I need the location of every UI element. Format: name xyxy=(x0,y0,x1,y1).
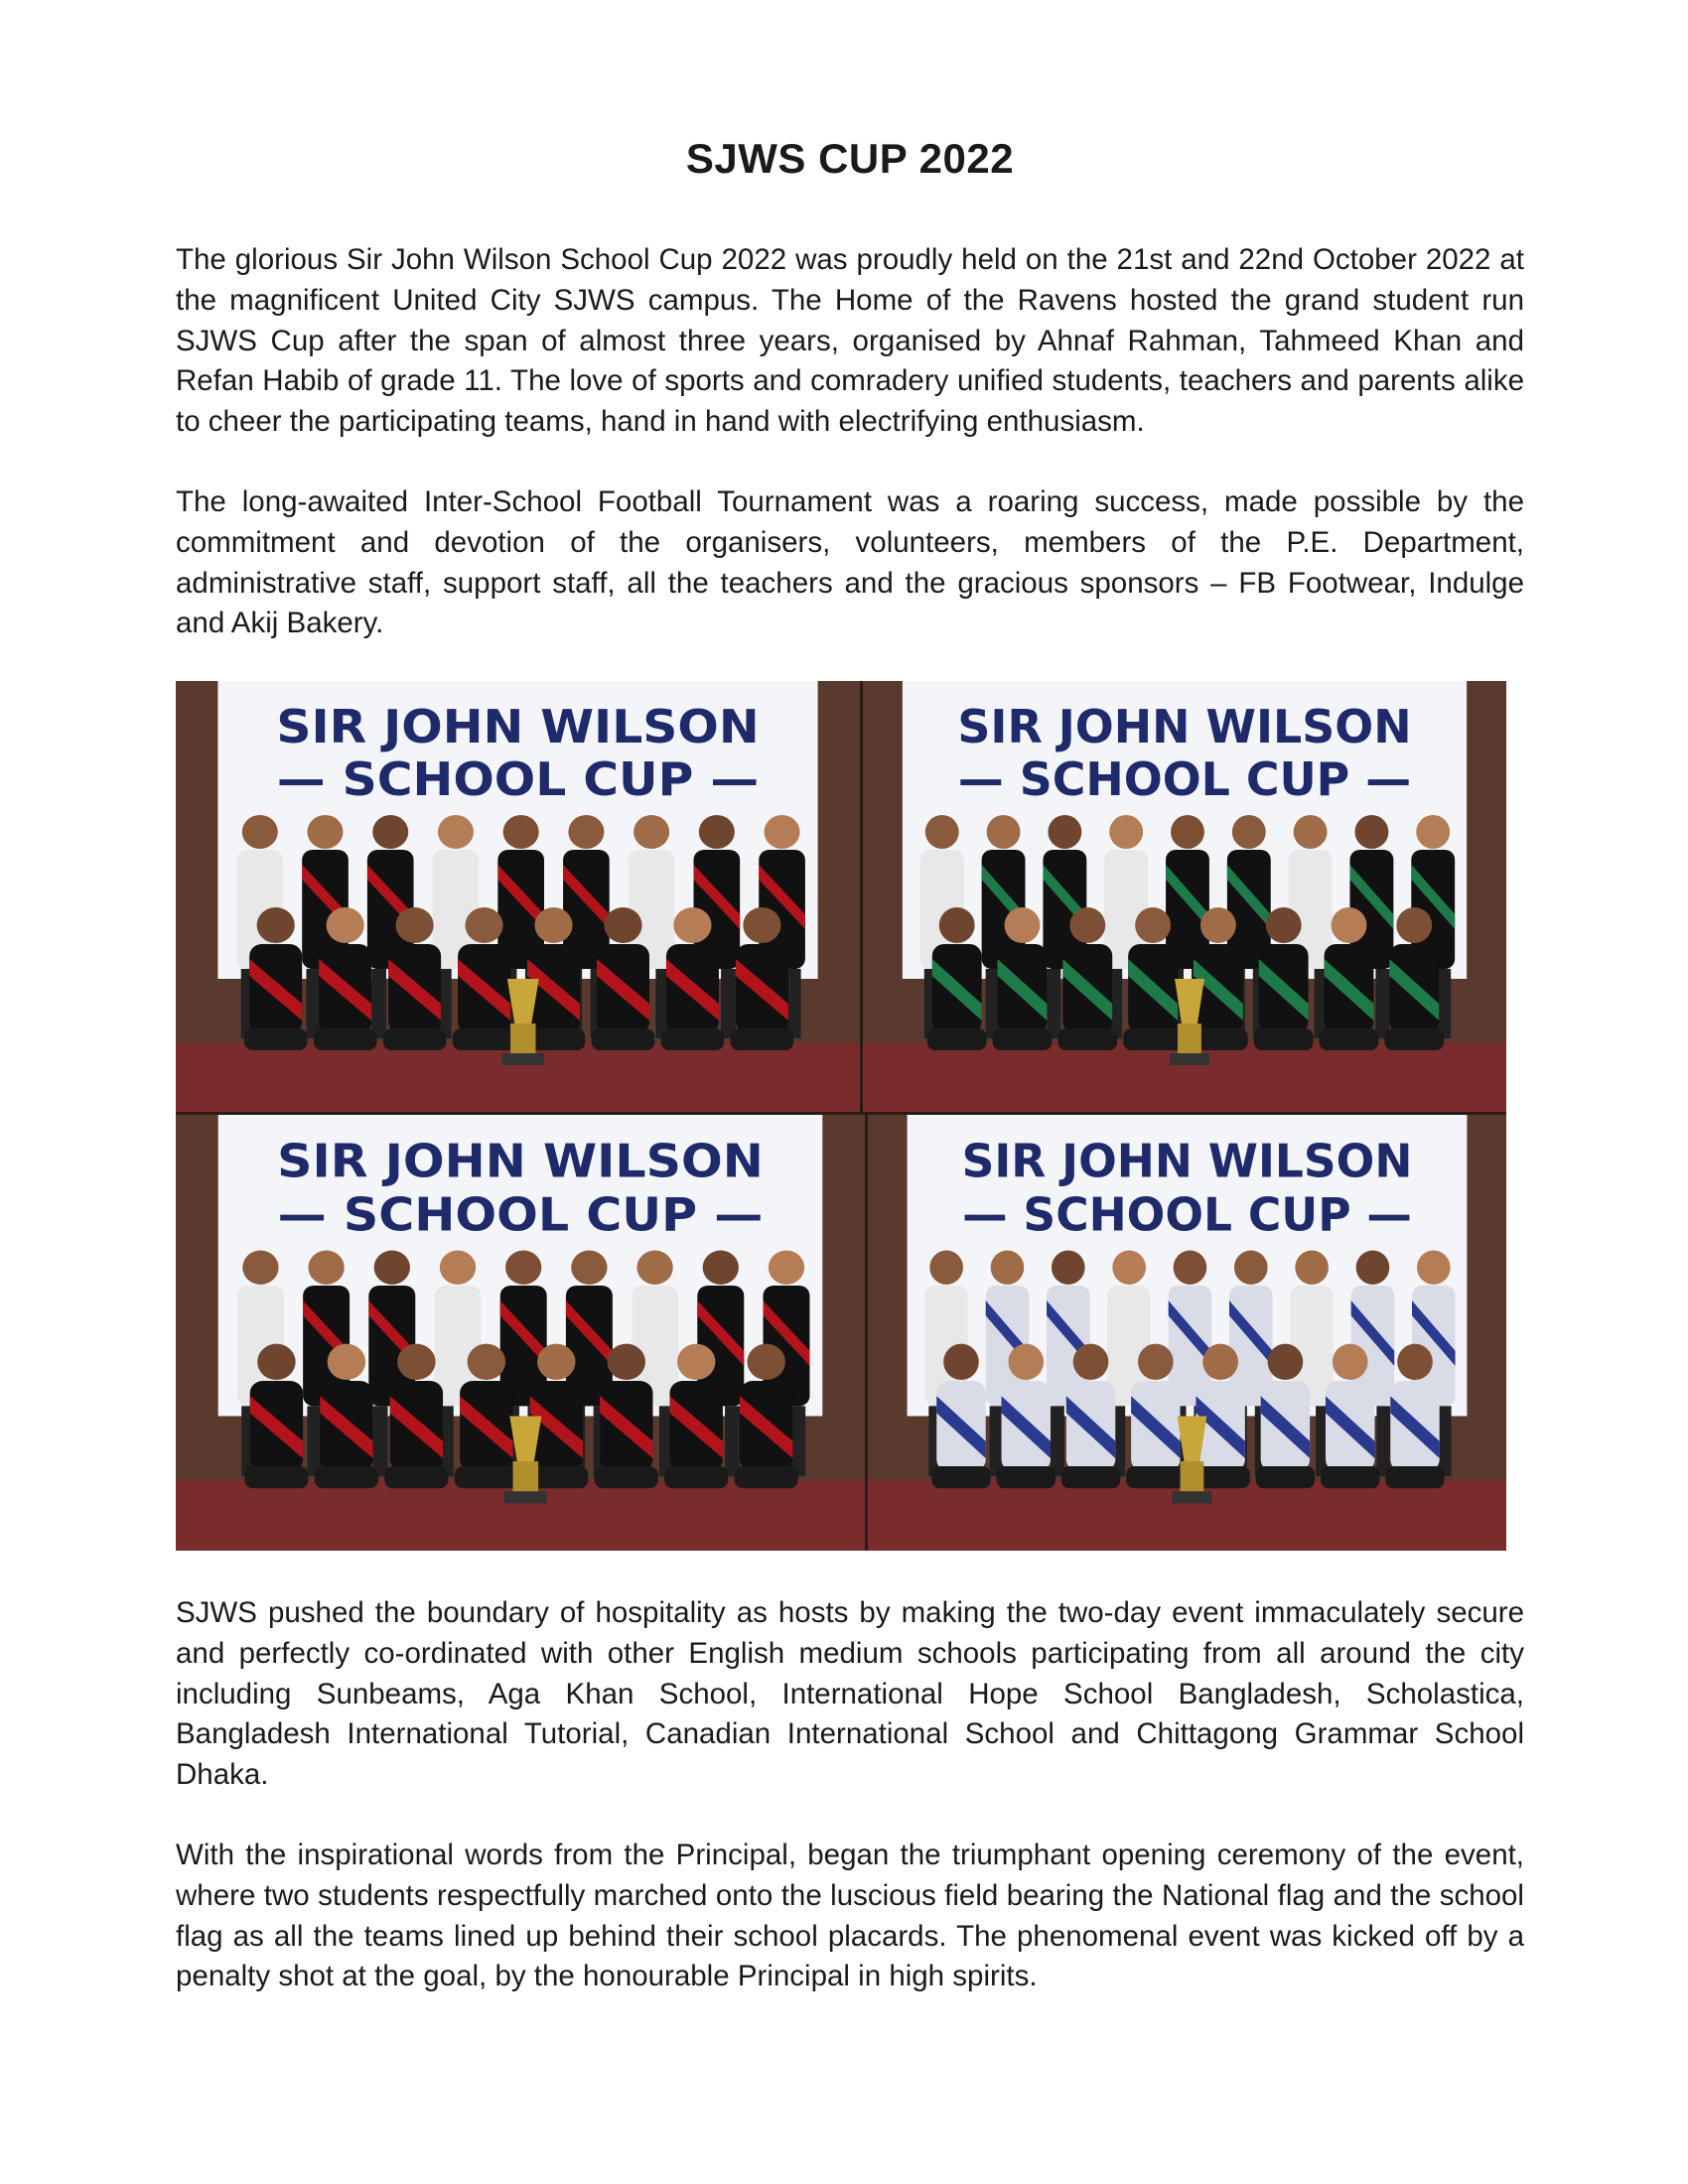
team-photo-2 xyxy=(863,681,1506,1112)
banner-line-1: SIR JOHN WILSON xyxy=(957,699,1412,754)
banner-line-2: — SCHOOL CUP — xyxy=(957,751,1412,807)
photo-illustration xyxy=(176,681,860,1112)
paragraph-intro: The glorious Sir John Wilson School Cup 2022 was proudly held on the 21st and 22nd October 2022 at the magnificent United City SJWS campus. The Home of the Ravens hosted the grand student run SJWS Cup after the span of almost three years, organised by Ahnaf Rahman, Tahmeed Khan and Refan Habib of grade 11. The love of sports and comradery unified students, teachers and parents alike to cheer the participating teams, hand in hand with electrifying enthusiasm. xyxy=(176,243,1524,439)
photo-collage xyxy=(176,681,1506,1551)
banner-line-1: SIR JOHN WILSON xyxy=(277,1135,764,1189)
paragraph-tournament: The long-awaited Inter-School Football Tournament was a roaring success, made possible by the commitment and devotion of the organisers, volunteers, members of the P.E. Department, administrative staff, support staff, all the teachers and the gracious sponsors – FB Footwear, Indulge and Akij Bakery. xyxy=(176,485,1524,640)
page-title: SJWS CUP 2022 xyxy=(685,135,1015,182)
banner-line-1: SIR JOHN WILSON xyxy=(276,701,760,754)
team-photo-1 xyxy=(176,681,860,1112)
banner-line-2: — SCHOOL CUP — xyxy=(277,1188,764,1242)
banner-line-2: — SCHOOL CUP — xyxy=(276,753,760,807)
paragraph-opening-ceremony: With the inspirational words from the Principal, began the triumphant opening ceremony of the event, where two students respectfully marched onto the luscious field bearing the National flag and the school flag as all the teams lined up behind their school placards. The phenomenal event was kicked off by a penalty shot at the goal, by the honourable Principal in high spirits. xyxy=(176,1839,1524,1993)
paragraph-hospitality: SJWS pushed the boundary of hospitality as hosts by making the two-day event immaculately secure and perfectly co-ordinated with other English medium schools participating from all around the city including Sunbeams, Aga Khan School, International Hope School Bangladesh, Scholastica, Bangladesh International Tutorial, Canadian International School and Chittagong Grammar School Dhaka. xyxy=(176,1596,1524,1792)
banner-line-1: SIR JOHN WILSON xyxy=(961,1134,1413,1188)
banner-line-2: — SCHOOL CUP — xyxy=(962,1186,1412,1242)
photo-illustration xyxy=(868,1115,1506,1551)
photo-illustration xyxy=(863,681,1506,1112)
team-photo-3 xyxy=(176,1115,865,1551)
photo-illustration xyxy=(176,1115,865,1551)
team-photo-4 xyxy=(868,1115,1506,1551)
